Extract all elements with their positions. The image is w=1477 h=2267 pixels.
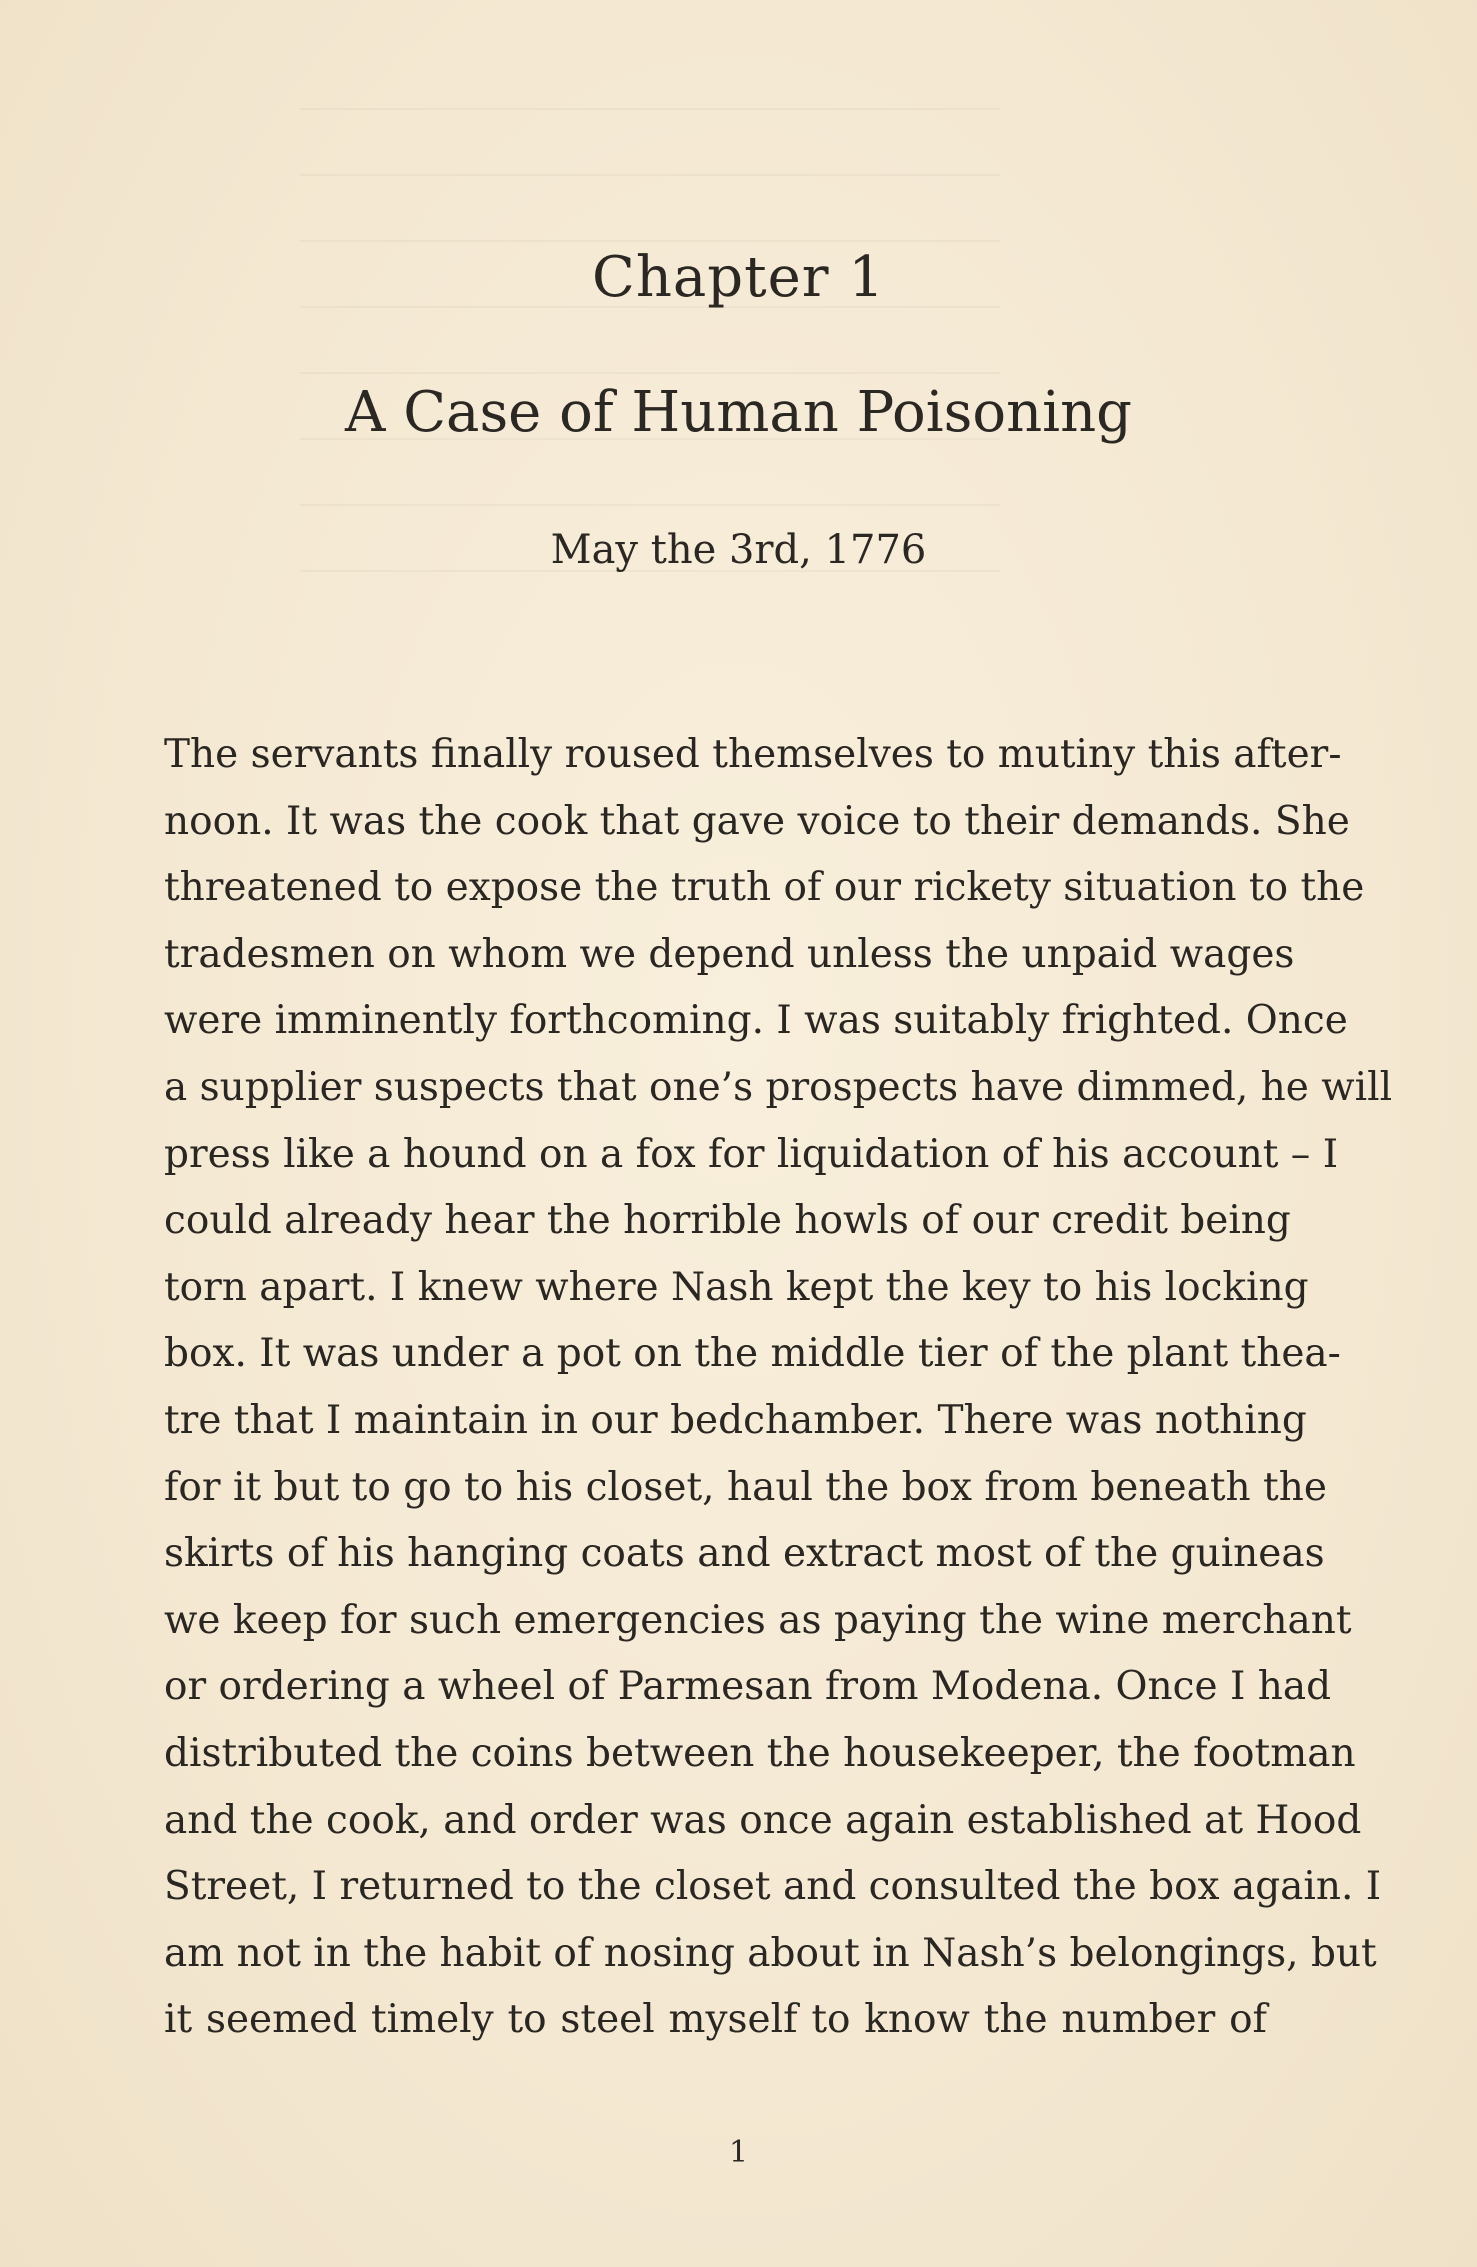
text-line: box. It was under a pot on the middle tier of the plant thea- — [164, 1331, 1341, 1377]
text-line: distributed the coins between the housekeeper, the footman — [164, 1730, 1356, 1776]
text-line: noon. It was the cook that gave voice to their demands. She — [164, 798, 1350, 844]
text-line: or ordering a wheel of Parmesan from Modena. Once I had — [164, 1664, 1332, 1710]
text-line: skirts of his hanging coats and extract most of the guineas — [164, 1531, 1325, 1577]
text-line: press like a hound on a fox for liquidation of his account – I — [164, 1131, 1339, 1177]
text-line: and the cook, and order was once again established at Hood — [164, 1797, 1362, 1843]
text-line: were imminently forthcoming. I was suitably frighted. Once — [164, 998, 1348, 1044]
text-line: The servants finally roused themselves to mutiny this after- — [164, 732, 1342, 777]
chapter-number: Chapter 1 — [592, 245, 885, 310]
text-line: torn apart. I knew where Nash kept the key to his locking — [164, 1264, 1309, 1310]
text-line: we keep for such emergencies as paying the wine merchant — [164, 1597, 1352, 1643]
text-line: could already hear the horrible howls of our credit being — [164, 1198, 1291, 1244]
text-line: Street, I returned to the closet and consulted the box again. I — [164, 1864, 1382, 1910]
text-line: am not in the habit of nosing about in Nash’s belongings, but — [164, 1930, 1377, 1976]
text-line: tre that I maintain in our bedchamber. There was nothing — [164, 1397, 1307, 1443]
text-line: for it but to go to his closet, haul the box from beneath the — [164, 1464, 1327, 1510]
text-line: a supplier suspects that one’s prospects have dimmed, he will — [164, 1064, 1393, 1110]
text-line: threatened to expose the truth of our rickety situation to the — [164, 865, 1365, 911]
text-line: tradesmen on whom we depend unless the unpaid wages — [164, 931, 1295, 977]
page-number: 1 — [728, 2135, 749, 2170]
chapter-title: A Case of Human Poisoning — [344, 380, 1133, 445]
body-text — [164, 722, 1393, 2054]
entry-date: May the 3rd, 1776 — [550, 527, 927, 573]
text-line: it seemed timely to steel myself to know the number of — [164, 1997, 1267, 2043]
